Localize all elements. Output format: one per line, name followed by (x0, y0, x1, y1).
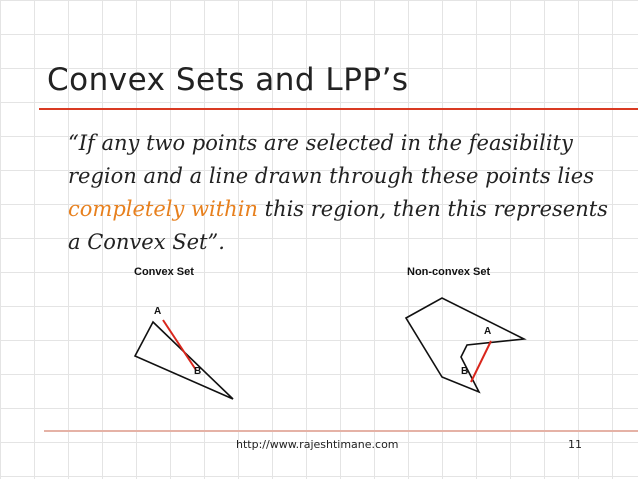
page-number: 11 (568, 438, 582, 451)
convex-set-label: Convex Set (134, 266, 194, 278)
footer-divider (44, 430, 638, 432)
nonconvex-chord-line (471, 341, 491, 382)
nonconvex-point-b-label: B (461, 366, 469, 377)
footer-url[interactable]: http://www.rajeshtimane.com (236, 438, 399, 451)
convex-chord-line (163, 320, 196, 370)
quote-text-1: “If any two points are selected in the feasibility region and a line drawn through these points lies (68, 131, 595, 188)
convex-point-a-label: A (154, 306, 162, 317)
convex-triangle-shape (135, 322, 233, 399)
quote-highlight-within: within (191, 197, 258, 221)
nonconvex-shape (406, 298, 524, 392)
convex-point-b-label: B (194, 366, 202, 377)
nonconvex-point-a-label: A (484, 326, 492, 337)
slide-title: Convex Sets and LPP’s (47, 62, 409, 98)
quote-highlight-completely: completely (68, 197, 185, 221)
nonconvex-set-label: Non-convex Set (407, 266, 491, 278)
quote-text-3: this region, then this represents a Convex Set”. (68, 197, 608, 254)
